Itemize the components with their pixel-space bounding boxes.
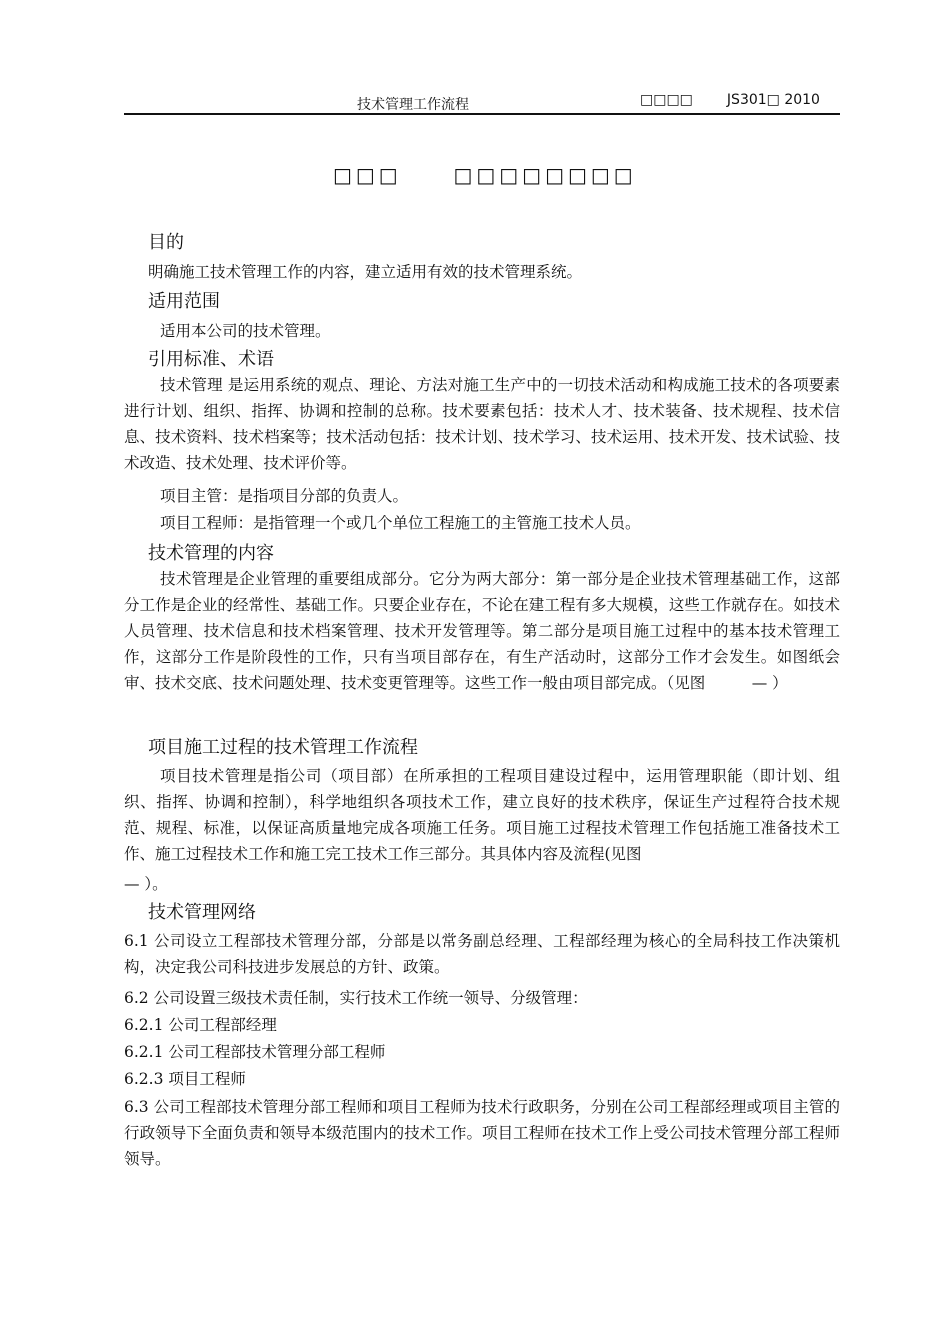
header-divider <box>124 113 840 115</box>
section-heading-purpose: 目的 <box>148 232 184 253</box>
chapter-title: □□□ □□□□□□□□ <box>333 163 637 187</box>
clause-6-2-3: 6.2.3 项目工程师 <box>124 1070 246 1088</box>
scope-body: 适用本公司的技术管理。 <box>160 322 331 340</box>
header-code <box>640 92 820 108</box>
standard-number: JS301□ 2010 <box>726 92 820 108</box>
definition-project-manager: 项目主管：是指项目分部的负责人。 <box>160 487 409 505</box>
section-heading-scope: 适用范围 <box>148 291 220 312</box>
clause-6-3: 6.3 公司工程部技术管理分部工程师和项目工程师为技术行政职务，分别在公司工程部经理或项目主管的行政领导下全面负责和领导本级范围内的技术工作。项目工程师在技术工作上受公司技术管理分部工程师领导。 <box>124 1098 840 1168</box>
process-body: 项目技术管理是指公司（项目部）在所承担的工程项目建设过程中，运用管理职能（即计划、组织、指挥、协调和控制），科学地组织各项技术工作，建立良好的技术秩序，保证生产过程符合技术规范、规程、标准，以保证高质量地完成各项施工任务。项目施工过程技术管理工作包括施工准备技术工作、施工过程技术工作和施工完工技术工作三部分。其具体内容及流程(见图 <box>124 767 840 863</box>
section-heading-terms: 引用标准、术语 <box>148 349 274 370</box>
clause-6-2: 6.2 公司设置三级技术责任制，实行技术工作统一领导、分级管理： <box>124 989 588 1007</box>
terms-body: 技术管理 是运用系统的观点、理论、方法对施工生产中的一切技术活动和构成施工技术的各项要素进行计划、组织、指挥、协调和控制的总称。技术要素包括：技术人才、技术装备、技术规程、技术信息、技术资料、技术档案等；技术活动包括：技术计划、技术学习、技术运用、技术开发、技术试验、技术改造、技术处理、技术评价等。 <box>124 376 840 472</box>
header-code-prefix: □□□□ <box>640 92 693 108</box>
clause-6-2-1-manager: 6.2.1 公司工程部经理 <box>124 1016 277 1034</box>
definition-project-engineer: 项目工程师：是指管理一个或几个单位工程施工的主管施工技术人员。 <box>160 514 641 532</box>
section-heading-process: 项目施工过程的技术管理工作流程 <box>148 737 418 758</box>
clause-6-2-1-engineer: 6.2.1 公司工程部技术管理分部工程师 <box>124 1043 386 1061</box>
section-heading-network: 技术管理网络 <box>148 902 256 923</box>
purpose-body: 明确施工技术管理工作的内容，建立适用有效的技术管理系统。 <box>148 263 583 281</box>
process-figure-ref: — ）。 <box>124 875 168 893</box>
header-title: 技术管理工作流程 <box>357 97 469 113</box>
content-body: 技术管理是企业管理的重要组成部分。它分为两大部分：第一部分是企业技术管理基础工作，这部分工作是企业的经常性、基础工作。只要企业存在，不论在建工程有多大规模，这些工作就存在。如技术人员管理、技术信息和技术档案管理、技术开发管理等。第二部分是项目施工过程中的基本技术管理工作，这部分工作是阶段性的工作，只有当项目部存在，有生产活动时，这部分工作才会发生。如图纸会审、技术交底、技术问题处理、技术变更管理等。这些工作一般由项目部完成。（见图 — ） <box>124 570 840 692</box>
section-heading-content: 技术管理的内容 <box>148 543 274 564</box>
clause-6-1: 6.1 公司设立工程部技术管理分部，分部是以常务副总经理、工程部经理为核心的全局科技工作决策机构，决定我公司科技进步发展总的方针、政策。 <box>124 932 840 976</box>
